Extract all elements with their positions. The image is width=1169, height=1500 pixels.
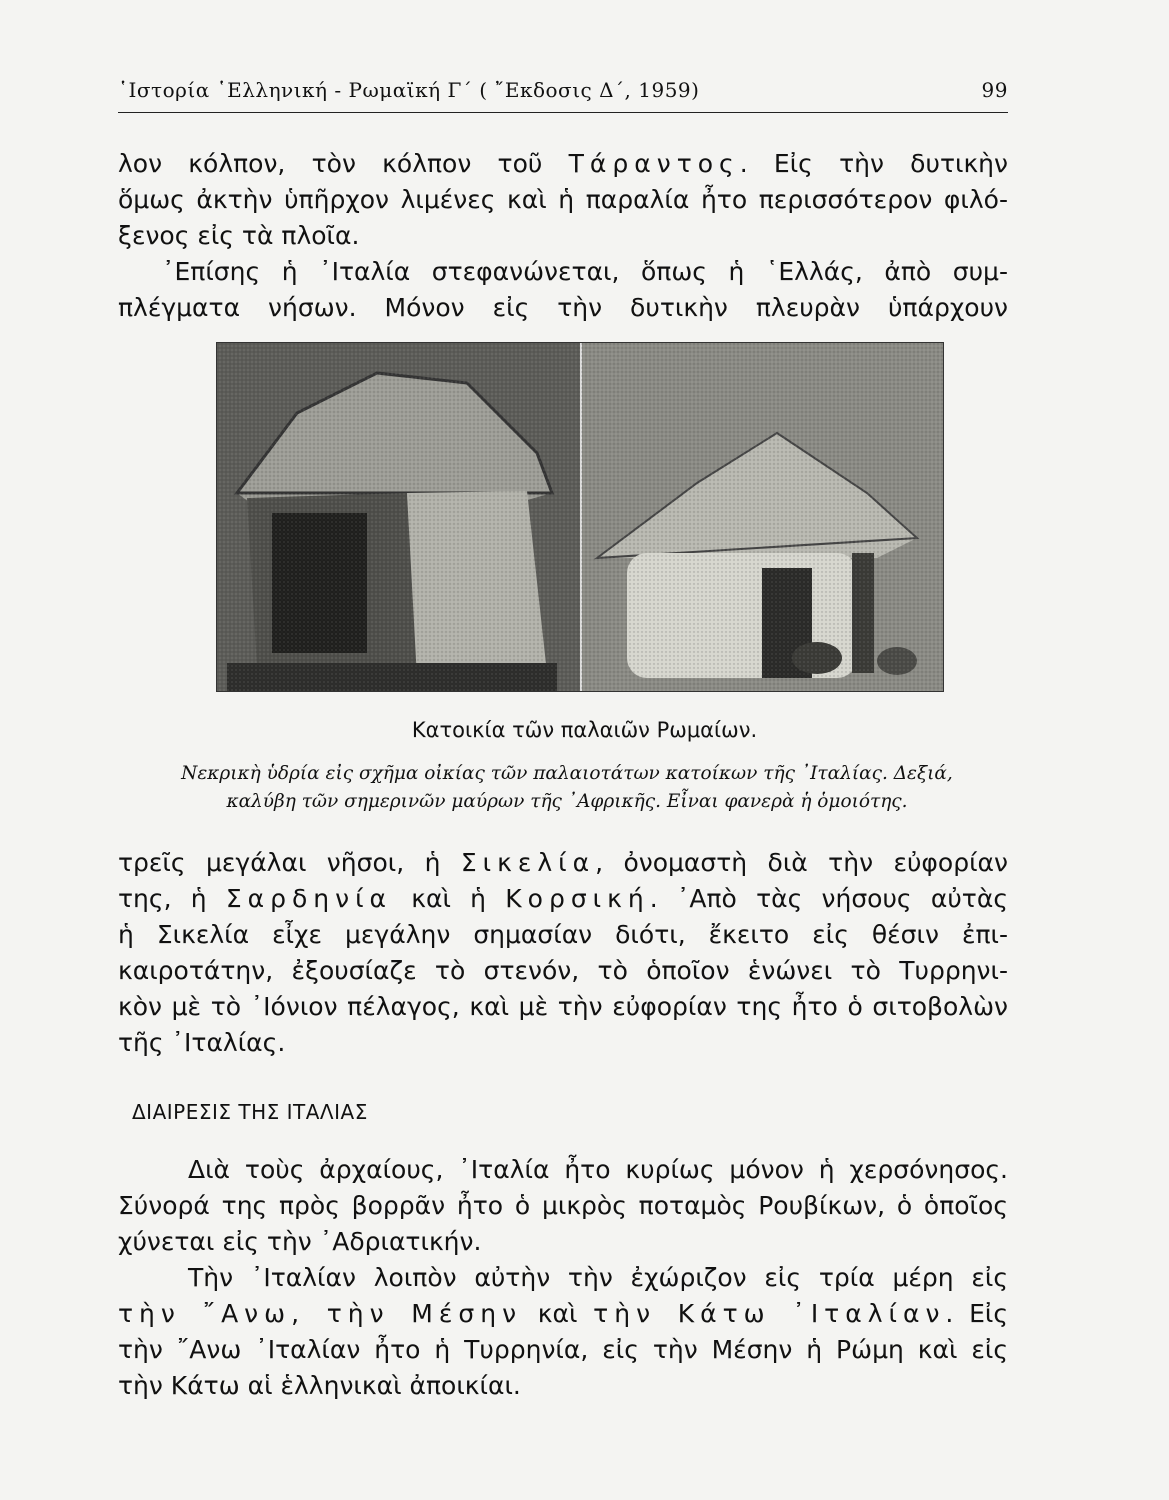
text-line: ᾿Επίσης ἡ ᾿Ιταλία στεφανώνεται, ὅπως ἡ ῾Ελλάς, ἀπὸ συμ-	[162, 257, 1008, 286]
text-fragment: καὶ ἡ	[411, 884, 487, 913]
figure-title: Κατοικία τῶν παλαιῶν Ρωμαίων.	[411, 718, 758, 742]
text-line	[118, 146, 1008, 182]
running-title: ῾Ιστορία ῾Ελληνική - Ρωμαϊκή Γ΄ ( ῎Εκδοσις Δ΄, 1959)	[118, 78, 700, 102]
spaced-word: τὴν ῎Ανω, τὴν Μέσην	[118, 1299, 523, 1328]
figure-caption	[132, 760, 1002, 816]
spaced-word: Κορσική	[505, 884, 650, 913]
text-line	[118, 845, 1008, 881]
caption-line: Νεκρικὴ ὑδρία εἰς σχῆμα οἰκίας τῶν παλαιοτάτων κατοίκων τῆς ᾿Ιταλίας. Δεξιά,	[181, 763, 953, 784]
caption-line: καλύβη τῶν σημερινῶν μαύρων τῆς ᾿Αφρικῆς. Εἶναι φανερὰ ἡ ὁμοιότης.	[226, 791, 908, 812]
paragraph-3	[118, 1152, 1008, 1404]
spaced-word: Σαρδηνία	[225, 884, 393, 913]
text-fragment: λον κόλπον, τὸν κόλπον τοῦ	[118, 149, 543, 178]
text-line: τὴν ῎Ανω ᾿Ιταλίαν ἦτο ἡ Τυρρηνία, εἰς τὴν Μέσην ἡ Ρώμη καὶ εἰς	[118, 1335, 1008, 1364]
text-line	[118, 881, 1008, 917]
text-line: πλέγματα νήσων. Μόνον εἰς τὴν δυτικὴν πλευρὰν ὑπάρχουν	[118, 293, 1008, 322]
text-line: Τὴν ᾿Ιταλίαν λοιπὸν αὐτὴν τὴν ἐχώριζον εἰς τρία μέρη εἰς	[188, 1263, 1008, 1292]
text-line	[118, 1296, 1008, 1332]
text-fragment: τρεῖς μεγάλαι νῆσοι, ἡ	[118, 848, 441, 877]
paragraph-2	[118, 845, 1008, 1061]
text-fragment: καὶ	[537, 1299, 578, 1328]
spaced-word: τὴν Κάτω ᾿Ιταλίαν	[593, 1299, 946, 1328]
spaced-word: Σικελία	[460, 848, 596, 877]
text-line: ἡ Σικελία εἶχε μεγάλην σημασίαν διότι, ἔκειτο εἰς θέσιν ἐπι-	[118, 920, 1008, 949]
text-line: Σύνορά της πρὸς βορρᾶν ἦτο ὁ μικρὸς ποταμὸς Ρουβίκων, ὁ ὁποῖος	[118, 1191, 1008, 1220]
text-fragment: , ὀνομαστὴ διὰ τὴν εὐφορίαν	[595, 848, 1008, 877]
header-rule	[118, 112, 1008, 113]
spaced-word: Τάραντος	[568, 149, 740, 178]
text-line: χύνεται εἰς τὴν ᾿Αδριατικήν.	[118, 1227, 482, 1256]
text-fragment: . Εἰς	[945, 1299, 1009, 1328]
text-line: Διὰ τοὺς ἀρχαίους, ᾿Ιταλία ἦτο κυρίως μόνον ἡ χερσόνησος.	[188, 1155, 1008, 1184]
text-line: τῆς ᾿Ιταλίας.	[118, 1028, 286, 1057]
text-fragment: της, ἡ	[118, 884, 207, 913]
running-header	[118, 78, 1008, 108]
text-line: τὴν Κάτω αἱ ἑλληνικαὶ ἀποικίαι.	[118, 1371, 521, 1400]
text-line: ξενος εἰς τὰ πλοῖα.	[118, 221, 360, 250]
text-line: κὸν μὲ τὸ ᾿Ιόνιον πέλαγος, καὶ μὲ τὴν εὐφορίαν της ἦτο ὁ σιτοβολὼν	[118, 992, 1008, 1021]
hut-photo-illustration	[217, 343, 943, 691]
text-fragment: . ᾿Απὸ τὰς νήσους αὐτὰς	[649, 884, 1008, 913]
paragraph-1	[118, 146, 1008, 326]
page-number: 99	[981, 78, 1008, 102]
text-line: ὅμως ἀκτὴν ὑπῆρχον λιμένες καὶ ἡ παραλία ἦτο περισσότερον φιλό-	[118, 185, 1008, 214]
figure-photo	[216, 342, 944, 692]
text-line: καιροτάτην, ἐξουσίαζε τὸ στενόν, τὸ ὁποῖον ἑνώνει τὸ Τυρρηνι-	[118, 956, 1008, 985]
text-fragment: . Εἰς τὴν δυτικὴν	[739, 149, 1008, 178]
section-heading: ΔΙΑΙΡΕΣΙΣ ΤΗΣ ΙΤΑΛΙΑΣ	[132, 1100, 368, 1124]
